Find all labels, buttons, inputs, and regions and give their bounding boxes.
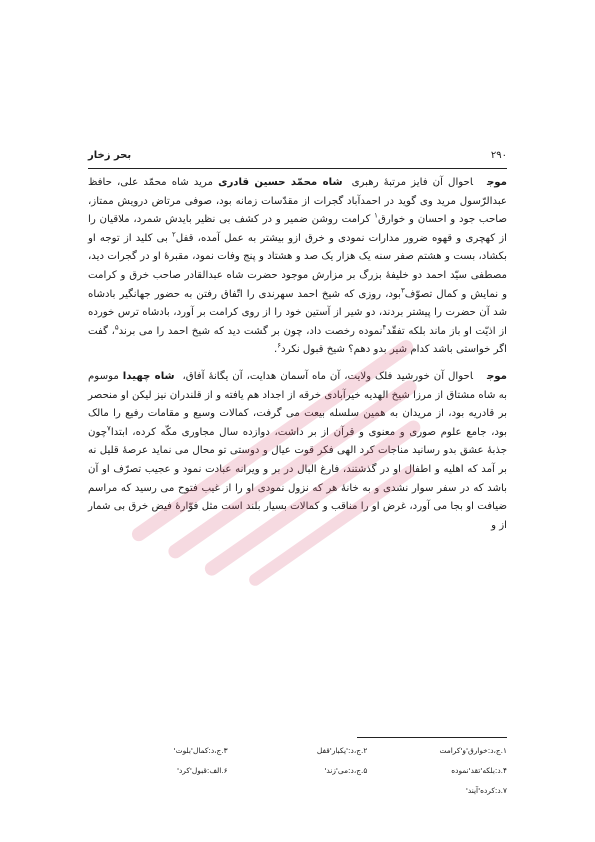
entry-text: . xyxy=(274,344,278,356)
footnote-ref[interactable]: ۷ xyxy=(107,424,111,433)
entry-text: ، گفت اگر خواستی باشد کدام شیر بدو دهم؟ شیخ قبول نکرد xyxy=(88,325,507,356)
running-header xyxy=(88,150,507,166)
entry-heading: احوال آن فایز مرتبهٔ رهبری xyxy=(351,177,473,188)
footnote-row xyxy=(88,781,507,801)
footnote-ref[interactable]: ۶ xyxy=(277,341,282,350)
entry-heading: احوال آن خورشید فلک ولایت، آن ماه آسمان هدایت، آن یگانهٔ آفاق، xyxy=(182,370,473,382)
footnote-row xyxy=(88,761,507,781)
footnotes xyxy=(88,741,507,801)
entry-muhammad-husain xyxy=(88,174,507,360)
footnote: ۳.ج،د:کمال‌'بلوت' xyxy=(173,746,228,755)
entry-text: مرید شاه محمّد علی، حافظ عبدالرّسول مرید وی گوید در احمدآباد گجرات از مقدّسات زمانه بود، صوفی مرتاض درویش ممتاز، صاحب جود و احسان و خوارق xyxy=(88,177,507,226)
footnote-ref[interactable]: ۴ xyxy=(382,323,387,332)
book-title: بحر زخار xyxy=(88,150,132,161)
footnote: ۴.د:بلکه'تقد'نموده xyxy=(451,766,507,775)
entry-text: نموده رخصت داد، چون بر گشت دید که شیخ احمد را می برند xyxy=(118,325,383,337)
entry-text: موسوم به شاه مشتاق از مرزا شیخ الهدیه خیرآبادی خرقه از اجداد هم یافته و از قلندران نیز لیکن او منحصر بر قادریه بود، از مریدان به همین سلسله بیعت می گرفت، کمالات وسیع و مقامات رفیع را مالک بود، جامع علوم صوری و معنوی و قرآن از بر داشت، دوازده سال مجاوری مکّه کرده، ابتدا xyxy=(88,370,507,438)
entry-text: بود، روزی که شیخ احمد سهرندی را اتّفاق رفتن به حضور جهانگیر بادشاه شد آن حضرت را پیشتر بردند، دو شیر از آستین خود را از روی کرامت بر آورد، بادشاه ترس خورده از اذیّت او باز ماند بلکه تفقّد xyxy=(88,288,507,337)
footnote-ref[interactable]: ۵ xyxy=(114,323,119,332)
entry-subject: شاه چهیدا xyxy=(122,370,175,382)
footnote: ۱.ج،د:خوارق‌'و'کرامت xyxy=(439,746,507,755)
footnote: ۲.ج،د:'یکبار'قفل xyxy=(316,746,368,755)
footnote-row xyxy=(88,741,507,761)
entry-marker: موج xyxy=(486,370,507,382)
footnote-ref[interactable]: ۱ xyxy=(374,211,378,220)
entry-subject: شاه محمّد حسین قادری xyxy=(218,177,343,188)
footnote: ۶.الف:قبول'کرد' xyxy=(176,766,228,775)
footnote-ref[interactable]: ۲ xyxy=(172,230,176,239)
main-text xyxy=(88,174,507,535)
footnote-rule xyxy=(357,737,507,738)
entry-marker: موج xyxy=(486,177,507,188)
page-number: ۲۹۰ xyxy=(490,150,507,161)
entry-text: کرامت روشن ضمیر و در کشف بی نظیر بایدش شمرد، ملاقیان را از کهچری و قهوه ضرور مدارات نمودی و خرق ازو بیشتر به عمل آمده، قفل xyxy=(88,214,507,244)
entry-text: بی کلید از توجه او بکشاد، بست و هشتم صفر سنه یک هزار یک صد و هشتاد و پنج وفات نمود، مقبرهٔ او در گجرات دید، مصطفی سیّد احمد دو خلیفهٔ بزرگ بر مزارش موجود حضرت شاه عبدالقادر صاحب خرق و کرامت و نمایش و کمال تصوّف xyxy=(88,232,508,300)
header-rule xyxy=(88,168,507,169)
footnote: ۷.د:کرده'آیند' xyxy=(465,786,507,795)
footnote-ref[interactable]: ۳ xyxy=(401,286,405,295)
entry-text: چون جذبهٔ عشق بدو رسانید مناجات کرد الهی فکر قوت عیال و دوستی تو محال می نماید عرصهٔ قلیل نه بر آمد که اهلیه و اطفال او در گذشتند، فارغ البال در بر و ویرانه عبادت نمود و عجیب تصرّف او آن باشد که در سفر سوار نشدی و به خانهٔ هر که نزول نمودی او را از غیب فتوح می رسید که مراسم ضیافت او بجا می آورد، غرض او را مناقب و کمالات بسیار بلند است مثل فوّارهٔ فیض خرق بی شمار از و xyxy=(88,426,507,531)
footnote: ۵.ج،د:می'زند' xyxy=(324,766,368,775)
entry-shah-chhida xyxy=(88,368,507,535)
